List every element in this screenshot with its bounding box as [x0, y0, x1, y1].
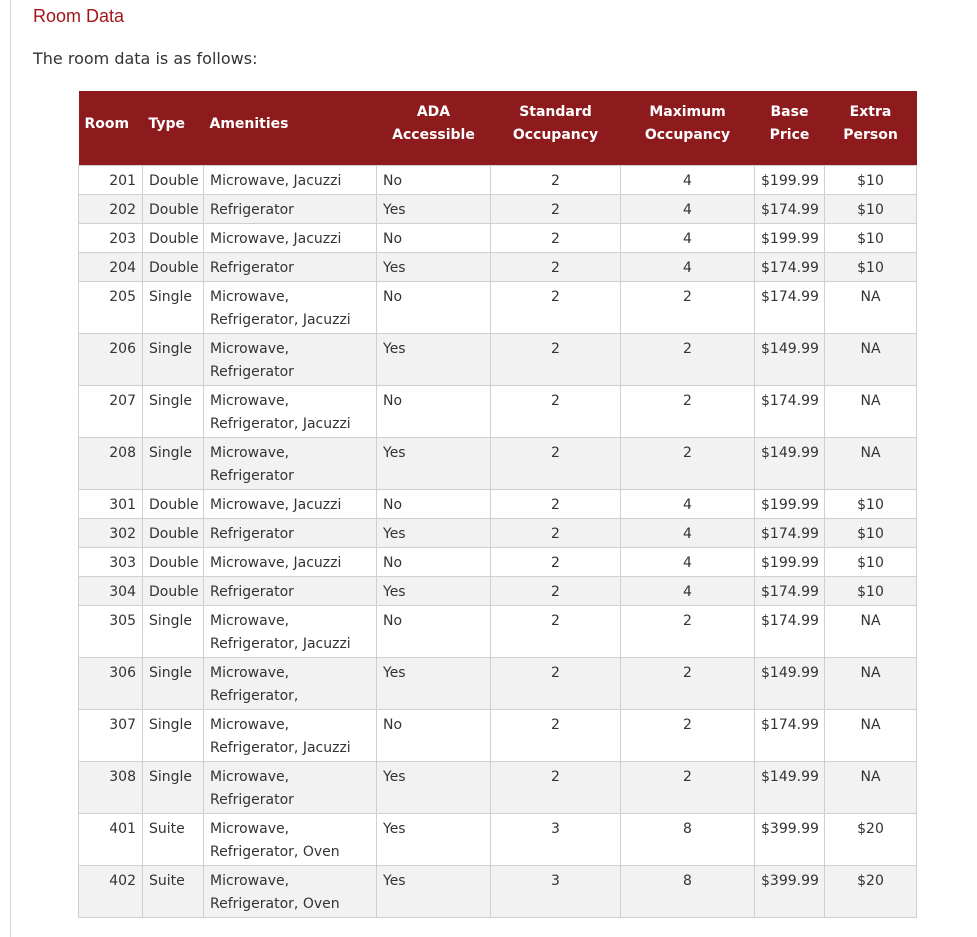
cell-ada-accessible: Yes	[377, 866, 491, 918]
cell-room-type: Single	[143, 334, 204, 386]
cell-amenities: Microwave, Refrigerator, Jacuzzi	[204, 386, 377, 438]
cell-extra-person: $10	[825, 166, 917, 195]
cell-maximum-occupancy: 4	[621, 195, 755, 224]
cell-ada-accessible: No	[377, 606, 491, 658]
cell-base-price: $149.99	[755, 658, 825, 710]
cell-ada-accessible: No	[377, 224, 491, 253]
room-data-table	[78, 91, 917, 918]
cell-amenities: Refrigerator	[204, 195, 377, 224]
cell-ada-accessible: No	[377, 166, 491, 195]
cell-amenities: Microwave, Refrigerator	[204, 438, 377, 490]
cell-maximum-occupancy: 8	[621, 814, 755, 866]
table-header-row	[79, 91, 917, 166]
table-row	[79, 814, 917, 866]
cell-room-number: 304	[79, 577, 143, 606]
cell-maximum-occupancy: 2	[621, 658, 755, 710]
header-maximum-occupancy: Maximum Occupancy	[644, 104, 731, 143]
left-divider	[10, 0, 11, 937]
cell-room-type: Single	[143, 282, 204, 334]
cell-amenities: Microwave, Jacuzzi	[204, 166, 377, 195]
cell-standard-occupancy: 2	[491, 606, 621, 658]
cell-amenities: Microwave, Refrigerator, Jacuzzi	[204, 710, 377, 762]
cell-standard-occupancy: 2	[491, 166, 621, 195]
cell-extra-person: $10	[825, 519, 917, 548]
cell-room-number: 205	[79, 282, 143, 334]
cell-amenities: Microwave, Refrigerator	[204, 334, 377, 386]
cell-standard-occupancy: 2	[491, 282, 621, 334]
cell-ada-accessible: No	[377, 710, 491, 762]
table-row	[79, 334, 917, 386]
cell-ada-accessible: Yes	[377, 577, 491, 606]
header-amenities: Amenities	[209, 115, 289, 132]
cell-room-type: Double	[143, 195, 204, 224]
cell-base-price: $174.99	[755, 710, 825, 762]
cell-standard-occupancy: 2	[491, 710, 621, 762]
cell-extra-person: $10	[825, 224, 917, 253]
cell-ada-accessible: Yes	[377, 438, 491, 490]
cell-base-price: $149.99	[755, 334, 825, 386]
cell-ada-accessible: No	[377, 282, 491, 334]
cell-extra-person: NA	[825, 438, 917, 490]
cell-room-type: Double	[143, 224, 204, 253]
cell-extra-person: $10	[825, 253, 917, 282]
cell-maximum-occupancy: 2	[621, 386, 755, 438]
cell-maximum-occupancy: 2	[621, 438, 755, 490]
section-heading: Room Data	[33, 6, 125, 26]
cell-room-number: 301	[79, 490, 143, 519]
table-row	[79, 762, 917, 814]
header-base-price: Base Price	[769, 104, 810, 143]
cell-maximum-occupancy: 4	[621, 490, 755, 519]
cell-standard-occupancy: 2	[491, 253, 621, 282]
cell-amenities: Refrigerator	[204, 577, 377, 606]
table-row	[79, 519, 917, 548]
cell-maximum-occupancy: 4	[621, 548, 755, 577]
cell-room-number: 401	[79, 814, 143, 866]
cell-maximum-occupancy: 4	[621, 166, 755, 195]
cell-extra-person: $10	[825, 490, 917, 519]
table-row	[79, 195, 917, 224]
cell-extra-person: $10	[825, 577, 917, 606]
cell-standard-occupancy: 2	[491, 658, 621, 710]
cell-base-price: $174.99	[755, 577, 825, 606]
cell-maximum-occupancy: 2	[621, 282, 755, 334]
cell-maximum-occupancy: 4	[621, 224, 755, 253]
cell-room-number: 206	[79, 334, 143, 386]
cell-standard-occupancy: 2	[491, 195, 621, 224]
cell-extra-person: $20	[825, 814, 917, 866]
cell-standard-occupancy: 2	[491, 519, 621, 548]
cell-room-type: Single	[143, 762, 204, 814]
cell-maximum-occupancy: 2	[621, 334, 755, 386]
table-row	[79, 548, 917, 577]
cell-amenities: Microwave, Jacuzzi	[204, 490, 377, 519]
cell-base-price: $174.99	[755, 195, 825, 224]
cell-room-type: Double	[143, 548, 204, 577]
cell-room-type: Single	[143, 710, 204, 762]
cell-maximum-occupancy: 4	[621, 253, 755, 282]
cell-amenities: Microwave, Refrigerator,	[204, 658, 377, 710]
cell-amenities: Microwave, Refrigerator, Jacuzzi	[204, 606, 377, 658]
cell-amenities: Microwave, Refrigerator, Oven	[204, 866, 377, 918]
cell-room-number: 306	[79, 658, 143, 710]
cell-ada-accessible: No	[377, 386, 491, 438]
cell-standard-occupancy: 2	[491, 334, 621, 386]
cell-amenities: Microwave, Refrigerator, Jacuzzi	[204, 282, 377, 334]
cell-extra-person: NA	[825, 606, 917, 658]
cell-standard-occupancy: 2	[491, 762, 621, 814]
cell-ada-accessible: Yes	[377, 334, 491, 386]
header-room: Room	[84, 115, 130, 132]
table-row	[79, 710, 917, 762]
cell-base-price: $149.99	[755, 438, 825, 490]
table-row	[79, 253, 917, 282]
cell-room-number: 204	[79, 253, 143, 282]
cell-standard-occupancy: 3	[491, 814, 621, 866]
cell-ada-accessible: Yes	[377, 658, 491, 710]
cell-room-type: Suite	[143, 866, 204, 918]
header-ada-accessible: ADA Accessible	[392, 104, 475, 143]
cell-extra-person: NA	[825, 658, 917, 710]
cell-maximum-occupancy: 8	[621, 866, 755, 918]
cell-room-type: Double	[143, 577, 204, 606]
cell-base-price: $199.99	[755, 166, 825, 195]
table-row	[79, 282, 917, 334]
cell-amenities: Microwave, Jacuzzi	[204, 548, 377, 577]
cell-extra-person: NA	[825, 282, 917, 334]
table-row	[79, 866, 917, 918]
cell-maximum-occupancy: 2	[621, 606, 755, 658]
cell-room-type: Suite	[143, 814, 204, 866]
cell-base-price: $199.99	[755, 490, 825, 519]
cell-room-number: 308	[79, 762, 143, 814]
cell-base-price: $174.99	[755, 519, 825, 548]
cell-room-number: 402	[79, 866, 143, 918]
cell-amenities: Microwave, Refrigerator	[204, 762, 377, 814]
cell-room-number: 305	[79, 606, 143, 658]
cell-base-price: $174.99	[755, 386, 825, 438]
cell-standard-occupancy: 2	[491, 577, 621, 606]
header-extra-person: Extra Person	[843, 104, 898, 143]
cell-standard-occupancy: 2	[491, 224, 621, 253]
cell-maximum-occupancy: 4	[621, 519, 755, 548]
table-row	[79, 577, 917, 606]
cell-amenities: Microwave, Refrigerator, Oven	[204, 814, 377, 866]
cell-ada-accessible: Yes	[377, 762, 491, 814]
table-row	[79, 490, 917, 519]
table-body	[79, 166, 917, 918]
cell-standard-occupancy: 2	[491, 548, 621, 577]
cell-maximum-occupancy: 2	[621, 762, 755, 814]
table-row	[79, 166, 917, 195]
cell-amenities: Microwave, Jacuzzi	[204, 224, 377, 253]
cell-base-price: $399.99	[755, 814, 825, 866]
cell-base-price: $149.99	[755, 762, 825, 814]
cell-room-type: Single	[143, 438, 204, 490]
cell-base-price: $174.99	[755, 253, 825, 282]
cell-standard-occupancy: 2	[491, 386, 621, 438]
cell-base-price: $399.99	[755, 866, 825, 918]
cell-extra-person: $10	[825, 548, 917, 577]
cell-room-type: Double	[143, 490, 204, 519]
table-row	[79, 658, 917, 710]
cell-ada-accessible: Yes	[377, 253, 491, 282]
cell-room-number: 207	[79, 386, 143, 438]
cell-room-type: Single	[143, 606, 204, 658]
cell-extra-person: NA	[825, 386, 917, 438]
table-row	[79, 224, 917, 253]
cell-standard-occupancy: 2	[491, 490, 621, 519]
table-row	[79, 606, 917, 658]
cell-room-type: Single	[143, 386, 204, 438]
header-standard-occupancy: Standard Occupancy	[512, 104, 599, 143]
cell-ada-accessible: Yes	[377, 814, 491, 866]
table-row	[79, 438, 917, 490]
cell-room-type: Double	[143, 166, 204, 195]
cell-ada-accessible: No	[377, 548, 491, 577]
cell-room-number: 201	[79, 166, 143, 195]
cell-amenities: Refrigerator	[204, 519, 377, 548]
cell-room-type: Single	[143, 658, 204, 710]
cell-room-number: 202	[79, 195, 143, 224]
cell-extra-person: $20	[825, 866, 917, 918]
header-type: Type	[148, 115, 186, 132]
cell-maximum-occupancy: 4	[621, 577, 755, 606]
cell-standard-occupancy: 3	[491, 866, 621, 918]
cell-room-number: 303	[79, 548, 143, 577]
cell-extra-person: NA	[825, 710, 917, 762]
cell-base-price: $174.99	[755, 282, 825, 334]
cell-base-price: $199.99	[755, 548, 825, 577]
cell-extra-person: NA	[825, 762, 917, 814]
cell-room-type: Double	[143, 253, 204, 282]
cell-ada-accessible: Yes	[377, 519, 491, 548]
cell-ada-accessible: Yes	[377, 195, 491, 224]
cell-room-number: 203	[79, 224, 143, 253]
cell-room-number: 208	[79, 438, 143, 490]
cell-room-type: Double	[143, 519, 204, 548]
cell-room-number: 307	[79, 710, 143, 762]
cell-base-price: $174.99	[755, 606, 825, 658]
cell-extra-person: NA	[825, 334, 917, 386]
cell-maximum-occupancy: 2	[621, 710, 755, 762]
cell-amenities: Refrigerator	[204, 253, 377, 282]
cell-room-number: 302	[79, 519, 143, 548]
cell-standard-occupancy: 2	[491, 438, 621, 490]
table-row	[79, 386, 917, 438]
cell-base-price: $199.99	[755, 224, 825, 253]
intro-text: The room data is as follows:	[33, 49, 258, 68]
cell-ada-accessible: No	[377, 490, 491, 519]
cell-extra-person: $10	[825, 195, 917, 224]
